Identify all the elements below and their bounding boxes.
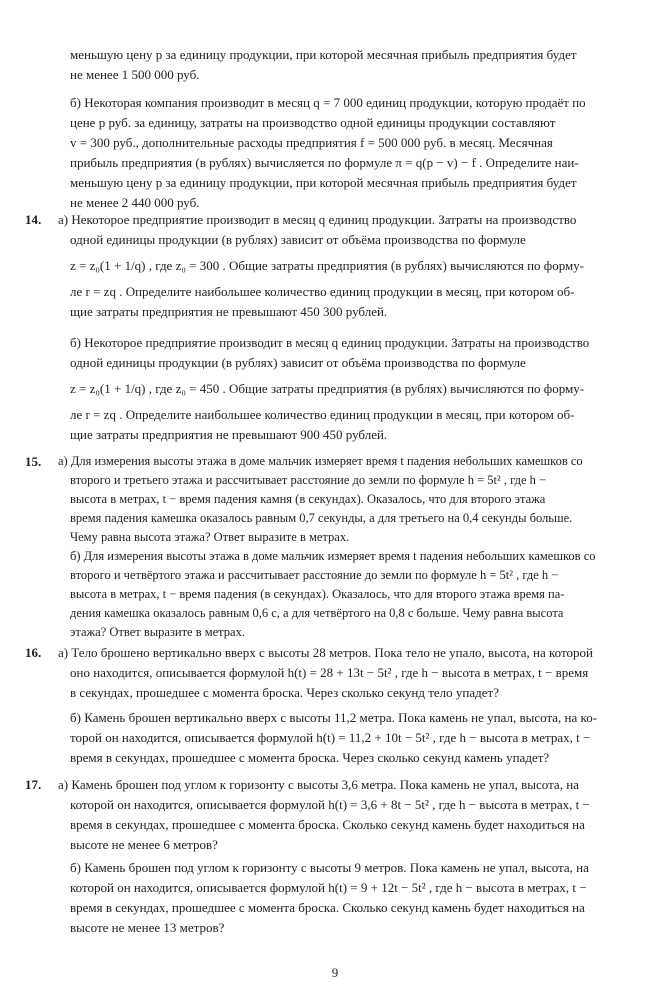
problem-number: 16. (25, 645, 42, 660)
text-line: которой он находится, описывается формулой h(t) = 9 + 12t − 5t² , где h − высота в метрах, t − (70, 880, 587, 895)
text-line: высота в метрах, t − время падения камня (в секундах). Оказалось, что для второго этажа (70, 492, 546, 506)
problem-15b (70, 547, 630, 642)
text-line: которой он находится, описывается формулой h(t) = 3,6 + 8t − 5t² , где h − высота в метрах, t − (70, 797, 590, 812)
text-line: время падения камешка оказалось равным 0,7 секунды, а для третьего на 0,4 секунды больше. (70, 511, 573, 525)
text-line: Чему равна высота этажа? Ответ выразите в метрах. (70, 530, 350, 544)
problem-13a-continuation (70, 45, 630, 85)
text-line: время в секундах, прошедшее с момента броска. Через сколько секунд камень упадет? (70, 750, 550, 765)
text-line: цене p руб. за единицу, затраты на производство одной единицы продукции составляют (70, 115, 556, 130)
text-line: время в секундах, прошедшее с момента броска. Сколько секунд камень будет находиться на (70, 900, 585, 915)
text-line: б) Некоторое предприятие производит в месяц q единиц продукции. Затраты на производство (70, 335, 590, 350)
text-line: высоте не менее 6 метров? (70, 837, 218, 852)
text-line: щие затраты предприятия не превышают 450 300 рублей. (70, 304, 388, 319)
text-line: а) Тело брошено вертикально вверх с высоты 28 метров. Пока тело не упало, высота, на которой (58, 645, 593, 660)
text-line: v = 300 руб., дополнительные расходы предприятия f = 500 000 руб. в месяц. Месячная (70, 135, 553, 150)
text-line: б) Некоторая компания производит в месяц q = 7 000 единиц продукции, которую продаёт по (70, 95, 586, 110)
text-line: б) Камень брошен вертикально вверх с высоты 11,2 метра. Пока камень не упал, высота, на ко- (70, 710, 598, 725)
problem-number: 14. (25, 212, 42, 227)
text-line: одной единицы продукции (в рублях) зависит от объёма производства по формуле (70, 355, 526, 370)
text-line: z = z₀(1 + 1/q) , где z₀ = 300 . Общие затраты предприятия (в рублях) вычисляются по форму- (70, 258, 585, 273)
text-line: не менее 2 440 000 руб. (70, 195, 200, 210)
text-line: щие затраты предприятия не превышают 900 450 рублей. (70, 427, 388, 442)
text-line: второго и четвёртого этажа и рассчитывает расстояние до земли по формуле h = 5t² , где h − (70, 568, 559, 582)
text-line: меньшую цену p за единицу продукции, при которой месячная прибыль предприятия будет (70, 47, 577, 62)
text-line: z = z₀(1 + 1/q) , где z₀ = 450 . Общие затраты предприятия (в рублях) вычисляются по форму- (70, 381, 585, 396)
text-line: меньшую цену p за единицу продукции, при которой месячная прибыль предприятия будет (70, 175, 577, 190)
problem-16a (58, 643, 630, 703)
text-line: второго и третьего этажа и рассчитывает расстояние до земли по формуле h = 5t² , где h − (70, 473, 547, 487)
text-line: б) Для измерения высоты этажа в доме мальчик измеряет время t падения небольших камешков со (70, 549, 596, 563)
problem-17a (58, 775, 630, 855)
text-line: не менее 1 500 000 руб. (70, 67, 200, 82)
text-line: б) Камень брошен под углом к горизонту с высоты 9 метров. Пока камень не упал, высота, на (70, 860, 589, 875)
text-line: ле r = zq . Определите наибольшее количество единиц продукции в месяц, при котором об- (70, 407, 575, 422)
problem-number: 15. (25, 454, 42, 469)
text-line: дения камешка оказалось равным 0,6 с, а для четвёртого на 0,8 с больше. Чему равна высота (70, 606, 564, 620)
text-line: в секундах, прошедшее с момента броска. Через сколько секунд тело упадет? (70, 685, 499, 700)
text-line: а) Для измерения высоты этажа в доме мальчик измеряет время t падения небольших камешков со (58, 454, 583, 468)
problem-16b (70, 708, 630, 768)
text-line: этажа? Ответ выразите в метрах. (70, 625, 245, 639)
text-line: а) Камень брошен под углом к горизонту с высоты 3,6 метра. Пока камень не упал, высота, на (58, 777, 579, 792)
text-line: высота в метрах, t − время падения (в секундах). Оказалось, что для второго этажа время па- (70, 587, 565, 601)
text-line: торой он находится, описывается формулой h(t) = 11,2 + 10t − 5t² , где h − высота в метрах, t − (70, 730, 591, 745)
problem-17b (70, 858, 630, 938)
text-line: а) Некоторое предприятие производит в месяц q единиц продукции. Затраты на производство (58, 212, 577, 227)
problem-14a (58, 210, 630, 322)
text-line: время в секундах, прошедшее с момента броска. Сколько секунд камень будет находиться на (70, 817, 585, 832)
problem-15a (58, 452, 630, 547)
problem-number: 17. (25, 777, 42, 792)
text-line: прибыль предприятия (в рублях) вычисляется по формуле π = q(p − v) − f . Определите наи- (70, 155, 579, 170)
problem-13b (70, 93, 630, 213)
text-line: ле r = zq . Определите наибольшее количество единиц продукции в месяц, при котором об- (70, 284, 575, 299)
text-line: одной единицы продукции (в рублях) зависит от объёма производства по формуле (70, 232, 526, 247)
text-line: оно находится, описывается формулой h(t) = 28 + 13t − 5t² , где h − высота в метрах, t − время (70, 665, 589, 680)
text-line: высоте не менее 13 метров? (70, 920, 225, 935)
problem-14b (70, 333, 630, 445)
page-number: 9 (331, 965, 339, 980)
